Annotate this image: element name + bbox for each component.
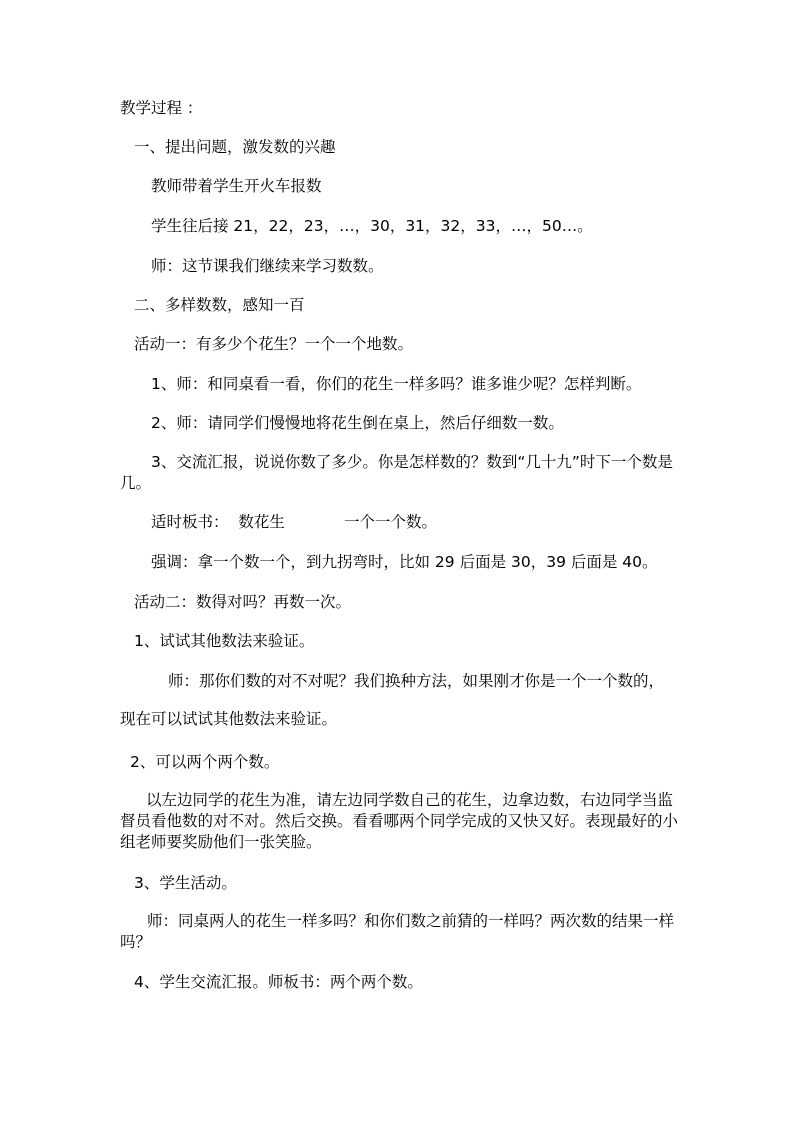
paragraph: 强调：拿一个数一个，到九拐弯时，比如 29 后面是 30，39 后面是 40。 [151,553,658,571]
paragraph: 师：那你们数的对不对呢？我们换种方法，如果刚才你是一个一个数的， [168,672,665,690]
activity-heading-2: 活动二：数得对吗？再数一次。 [134,593,352,611]
list-item: 2、可以两个两个数。 [130,753,280,771]
paragraph: 师：这节课我们继续来学习数数。 [151,257,384,275]
list-item: 3、交流汇报，说说你数了多少。你是怎样数的？数到“几十九”时下一个数是几。 [120,453,673,492]
paragraph: 以左边同学的花生为准，请左边同学数自己的花生，边拿边数，右边同学当监督员看他数的对不对。然后交换。看看哪两个同学完成的又快又好。表现最好的小组老师要奖励他们一张笑脸。 [120,791,679,851]
paragraph: 现在可以试试其他数法来验证。 [120,710,338,728]
section-heading-2: 二、多样数数，感知一百 [134,296,305,314]
board-writing: 适时板书： 数花生 一个一个数。 [151,513,437,531]
list-item: 1、试试其他数法来验证。 [134,632,315,650]
section-heading-1: 一、提出问题，激发数的兴趣 [134,138,336,156]
paragraph: 教师带着学生开火车报数 [151,177,322,195]
list-item: 2、师：请同学们慢慢地将花生倒在桌上，然后仔细数一数。 [151,414,564,432]
list-item: 4、学生交流汇报。师板书：两个两个数。 [134,973,423,991]
paragraph: 师：同桌两人的花生一样多吗？和你们数之前猜的一样吗？两次数的结果一样吗？ [120,912,675,951]
activity-heading-1: 活动一：有多少个花生？一个一个地数。 [134,335,414,353]
heading-teaching-process: 教学过程 ： [120,99,203,117]
list-item: 1、师：和同桌看一看，你们的花生一样多吗？谁多谁少呢？怎样判断。 [151,375,642,393]
paragraph: 学生往后接 21，22，23，…，30，31，32，33，…，50…。 [151,217,593,235]
list-item: 3、学生活动。 [134,874,237,892]
